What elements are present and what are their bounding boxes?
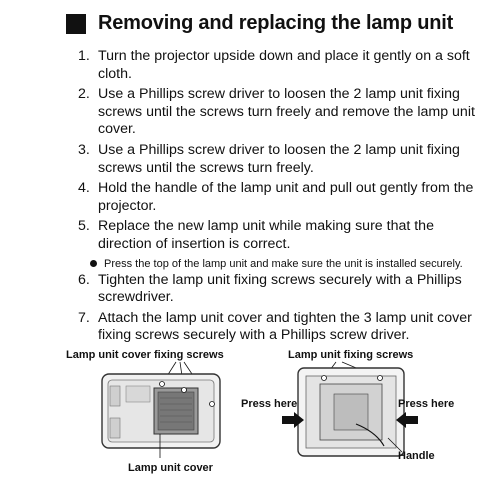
lamp-screws-label: Lamp unit fixing screws (288, 349, 414, 361)
step-number: 3. (78, 141, 90, 158)
step-number: 1. (78, 48, 90, 64)
step-text: Replace the new lamp unit while making sure that the direction of insertion is correct. (98, 218, 434, 252)
bullet-dot-icon (90, 260, 97, 267)
arrow-left-icon (396, 412, 418, 428)
step-text: Tighten the lamp unit fixing screws securely with a Phillips screwdriver. (98, 271, 462, 306)
step-text: Use a Phillips screw driver to loosen the 2 lamp unit fixing screws until the screws turn freely. (98, 141, 460, 176)
arrow-right-icon (282, 412, 304, 428)
step-number: 4. (78, 180, 90, 197)
step-text: Attach the lamp unit cover and tighten the 3 lamp unit cover fixing screws securely with a Phillips screw driver. (98, 309, 472, 344)
step-item (78, 272, 478, 307)
cover-screws-label: Lamp unit cover fixing screws (66, 349, 224, 361)
step-text: Hold the handle of the lamp unit and pull out gently from the projector. (98, 180, 474, 214)
step-number: 5. (78, 218, 90, 235)
step-text: Turn the projector upside down and place it gently on a soft cloth. (98, 48, 470, 82)
press-here-right-label: Press here (398, 398, 455, 410)
step-number: 6. (78, 271, 90, 288)
heading-title: Removing and replacing the lamp unit (98, 12, 454, 34)
instruction-list (78, 48, 478, 348)
cover-label: Lamp unit cover (128, 462, 213, 474)
step-item (78, 86, 478, 139)
step-item (78, 218, 478, 253)
step-number: 2. (78, 86, 90, 103)
step-item (78, 142, 478, 177)
note-text: Press the top of the lamp unit and make sure the unit is installed securely. (104, 257, 463, 270)
note-bullet (90, 257, 478, 271)
step-item (78, 48, 478, 83)
step-text: Use a Phillips screw driver to loosen the 2 lamp unit fixing screws until the screws turn freely and remove the lamp unit cover. (98, 86, 475, 138)
step-item (78, 310, 478, 345)
heading-square-icon (66, 14, 86, 34)
lamp-unit-illustration (284, 360, 414, 460)
press-here-left-label: Press here (241, 398, 298, 410)
projector-bottom-illustration (90, 360, 240, 460)
step-item (78, 180, 478, 215)
section-heading (66, 12, 453, 35)
step-number: 7. (78, 309, 90, 326)
handle-label: Handle (398, 450, 435, 462)
